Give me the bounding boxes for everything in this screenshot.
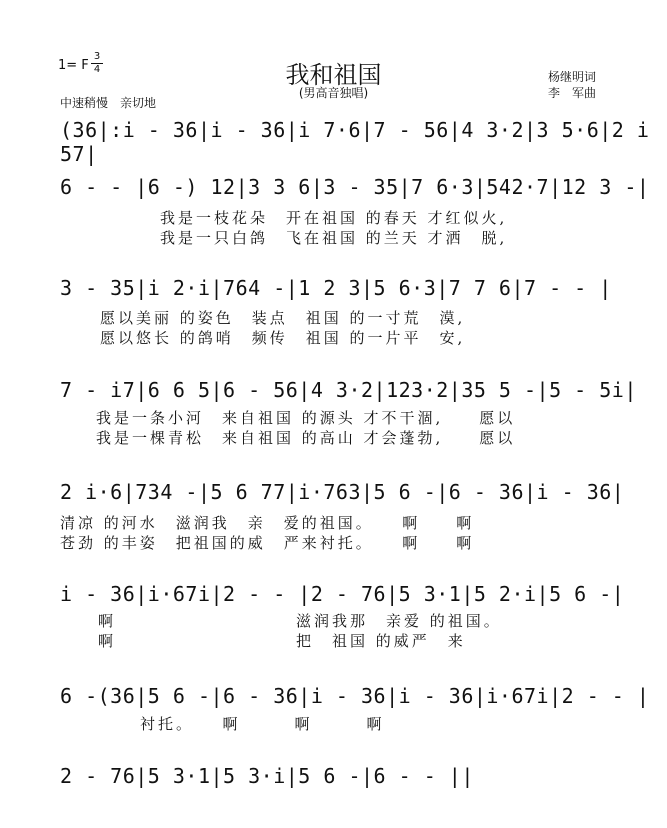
lyric-line-2: 我是一只白鸽 飞在祖国 的兰天 才洒 脱, (160, 229, 508, 247)
lyric-line-1: 愿以美丽 的姿色 装点 祖国 的一寸荒 漠, (100, 309, 466, 327)
notation-line: 7 - i7|6 6 5|6 - 56|4 3·2|123·2|35 5 -|5 - 5i| (60, 378, 637, 402)
time-signature-bottom: 4 (93, 64, 101, 75)
lyric-line-1: 啊 滋润我那 亲爱 的祖国。 (98, 612, 502, 630)
notation-line: 2 - 76|5 3·1|5 3·i|5 6 -|6 - - || (60, 764, 474, 788)
lyric-line-2: 苍劲 的丰姿 把祖国的威 严来衬托。 啊 啊 (60, 534, 475, 552)
notation-line: 2 i·6|734 -|5 6 77|i·763|5 6 -|6 - 36|i - 36| (60, 480, 625, 504)
lyric-line-1: 衬托。 啊 啊 啊 (140, 715, 385, 733)
lyric-line-1: 清凉 的河水 滋润我 亲 爱的祖国。 啊 啊 (60, 514, 475, 532)
lyricist-credit: 杨继明词 (548, 70, 597, 84)
notation-line: 6 -(36|5 6 -|6 - 36|i - 36|i - 36|i·67i|2 - - | (60, 684, 650, 708)
lyric-line-2: 我是一棵青松 来自祖国 的高山 才会蓬勃, 愿以 (96, 429, 516, 447)
notation-line: (36|:i - 36|i - 36|i 7·6|7 - 56|4 3·2|3 5·6|2 i 57| (60, 118, 650, 166)
notation-line: 3 - 35|i 2·i|764 -|1 2 3|5 6·3|7 7 6|7 - - | (60, 276, 612, 300)
lyric-line-2: 愿以悠长 的鸽哨 频传 祖国 的一片平 安, (100, 329, 466, 347)
notation-line: i - 36|i·67i|2 - - |2 - 76|5 3·1|5 2·i|5 6 -| (60, 582, 625, 606)
key-signature: 1= F (58, 58, 89, 73)
lyric-line-1: 我是一条小河 来自祖国 的源头 才不干涸, 愿以 (96, 409, 516, 427)
song-title: 我和祖国 (285, 61, 382, 89)
song-subtitle: (男高音独唱) (298, 86, 369, 100)
lyric-line-2: 啊 把 祖国 的威严 来 (98, 632, 466, 650)
lyric-line-1: 我是一枝花朵 开在祖国 的春天 才红似火, (160, 209, 508, 227)
time-signature-top: 3 (93, 51, 101, 62)
notation-line: 6 - - |6 -) 12|3 3 6|3 - 35|7 6·3|542·7|12 3 -| (60, 175, 650, 199)
composer-credit: 李 军曲 (548, 86, 597, 100)
tempo-marking: 中速稍慢 亲切地 (60, 96, 157, 110)
